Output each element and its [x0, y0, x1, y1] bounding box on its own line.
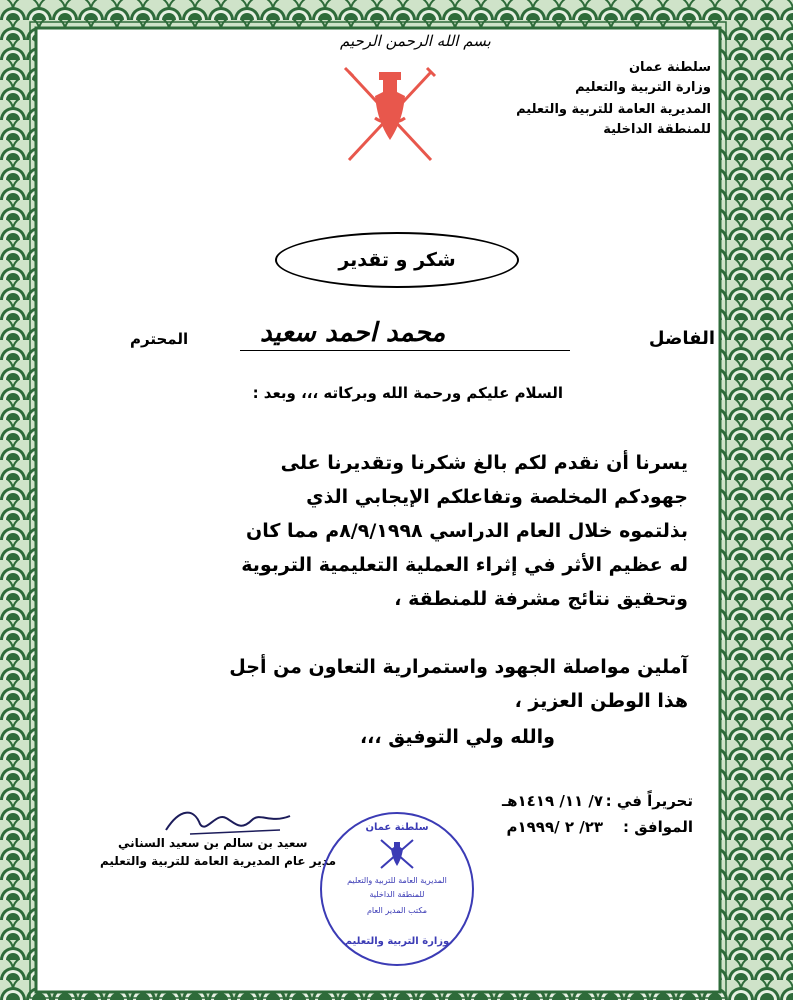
stamp-emblem-icon	[377, 836, 417, 872]
body-line: بذلتموه خلال العام الدراسي ٨/٩/١٩٩٨م مما كان	[245, 520, 688, 542]
org-line: سلطنة عمان	[628, 60, 711, 75]
oman-khanjar-emblem	[335, 62, 445, 170]
hijri-date-value: ٧/ ١١/ ١٤١٩هـ	[501, 792, 603, 810]
closing: والله ولي التوفيق ،،،	[359, 726, 555, 748]
official-stamp	[320, 812, 474, 966]
greeting: السلام عليكم ورحمة الله وبركاته ،،، وبعد :	[252, 384, 563, 402]
org-line: للمنطقة الداخلية	[603, 122, 711, 137]
signatory-title: مدير عام المديرية العامة للتربية والتعليم	[100, 854, 337, 868]
recipient-label: الفاضل	[648, 328, 715, 349]
body-line: وتحقيق نتائج مشرفة للمنطقة ،	[394, 588, 688, 610]
bismillah: بسم الله الرحمن الرحيم	[340, 32, 491, 50]
stamp-line: للمنطقة الداخلية	[369, 890, 425, 899]
gregorian-date-value: ٢٣/ ٢ /١٩٩٩م	[506, 818, 603, 836]
body-line: جهودكم المخلصة وتفاعلكم الإيجابي الذي	[306, 486, 688, 508]
org-line: وزارة التربية والتعليم	[575, 80, 711, 95]
gregorian-date-label: الموافق :	[623, 818, 693, 836]
stamp-line: مكتب المدير العام	[366, 906, 428, 915]
wish-line: هذا الوطن العزيز ،	[514, 690, 688, 712]
wish-line: آملين مواصلة الجهود واستمرارية التعاون من أجل	[229, 656, 688, 678]
body-line: له عظيم الأثر في إثراء العملية التعليمية التربوية	[241, 554, 688, 576]
recipient-name: محمد احمد سعيد	[260, 318, 446, 348]
certificate-title: شكر و تقدير	[275, 232, 519, 288]
recipient-name-line	[240, 350, 570, 351]
stamp-bottom-text: وزارة التربية والتعليم	[344, 936, 450, 947]
stamp-line: المديرية العامة للتربية والتعليم	[347, 876, 447, 885]
body-line: يسرنا أن نقدم لكم بالغ شكرنا وتقديرنا على	[280, 452, 688, 474]
recipient-honorific: المحترم	[130, 330, 189, 348]
hijri-date-label: تحريراً في :	[605, 792, 693, 810]
stamp-top-text: سلطنة عمان	[365, 822, 429, 833]
org-line: المديرية العامة للتربية والتعليم	[516, 102, 711, 117]
signatory-name: سعيد بن سالم بن سعيد السناني	[118, 836, 308, 850]
handwritten-signature	[160, 800, 300, 840]
